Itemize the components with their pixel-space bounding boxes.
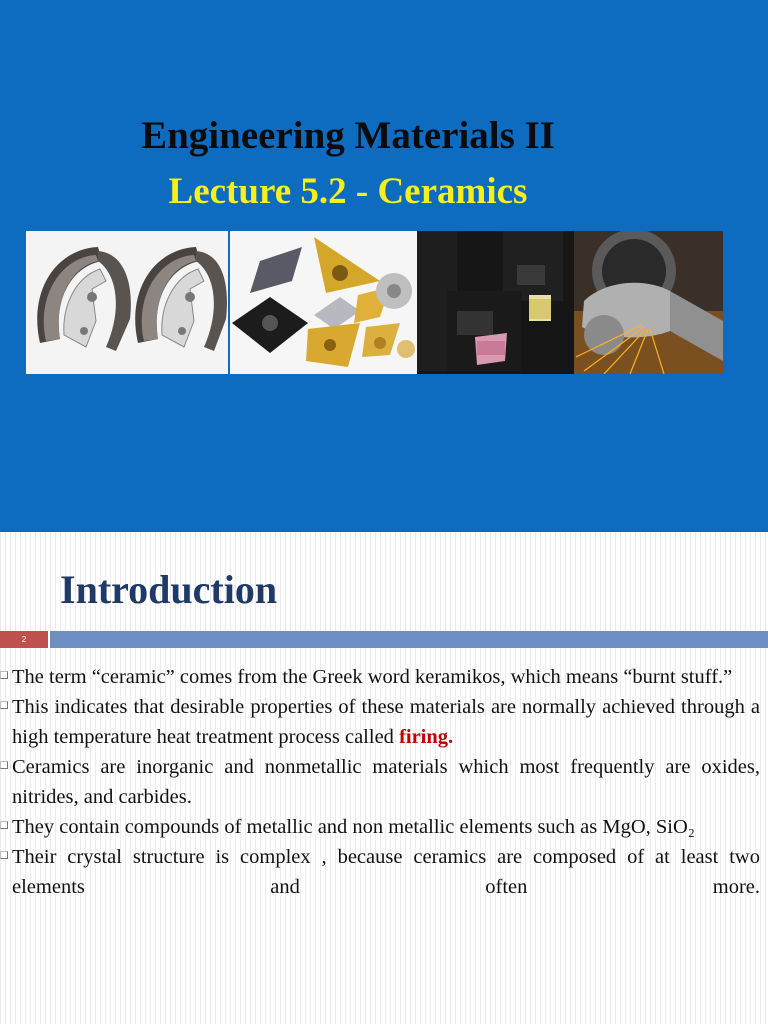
bullet-list: [0, 662, 760, 902]
lathe-tool-holder-icon: [417, 231, 574, 374]
bullet-icon: [0, 821, 8, 829]
slide-heading: Introduction: [60, 567, 278, 612]
slide-title: Engineering Materials II: [141, 114, 555, 157]
photo-strip: [26, 231, 723, 374]
slide-subtitle: Lecture 5.2 - Ceramics: [168, 171, 528, 212]
bullet-text: This indicates that desirable properties of these materials are normally achieved through a high temperature heat treatment process called: [12, 696, 760, 748]
bullet-text: Ceramics are inorganic and nonmetallic materials which most frequently are oxides, nitrides, and carbides.: [12, 756, 760, 808]
list-item: [0, 662, 760, 692]
brake-shoes-icon: [26, 231, 228, 374]
list-item: [0, 692, 760, 752]
bullet-icon: [0, 671, 8, 679]
header-bar: [50, 631, 768, 648]
emphasis-text: firing.: [399, 726, 454, 748]
introduction-slide: [0, 532, 768, 1024]
bullet-text: Their crystal structure is complex , because ceramics are composed of at least two elements and often more.: [12, 846, 760, 898]
list-item: [0, 842, 760, 902]
bullet-icon: [0, 701, 8, 709]
slide-number: 2: [0, 631, 48, 648]
list-item: [0, 812, 760, 842]
bullet-text: The term “ceramic” comes from the Greek word keramikos, which means “burnt stuff.”: [12, 666, 733, 688]
grinding-disc-icon: [574, 231, 723, 374]
bullet-text: They contain compounds of metallic and non metallic elements such as MgO, SiO₂: [12, 816, 695, 838]
cutting-inserts-icon: [230, 231, 417, 374]
bullet-icon: [0, 761, 8, 769]
list-item: [0, 752, 760, 812]
bullet-icon: [0, 851, 8, 859]
